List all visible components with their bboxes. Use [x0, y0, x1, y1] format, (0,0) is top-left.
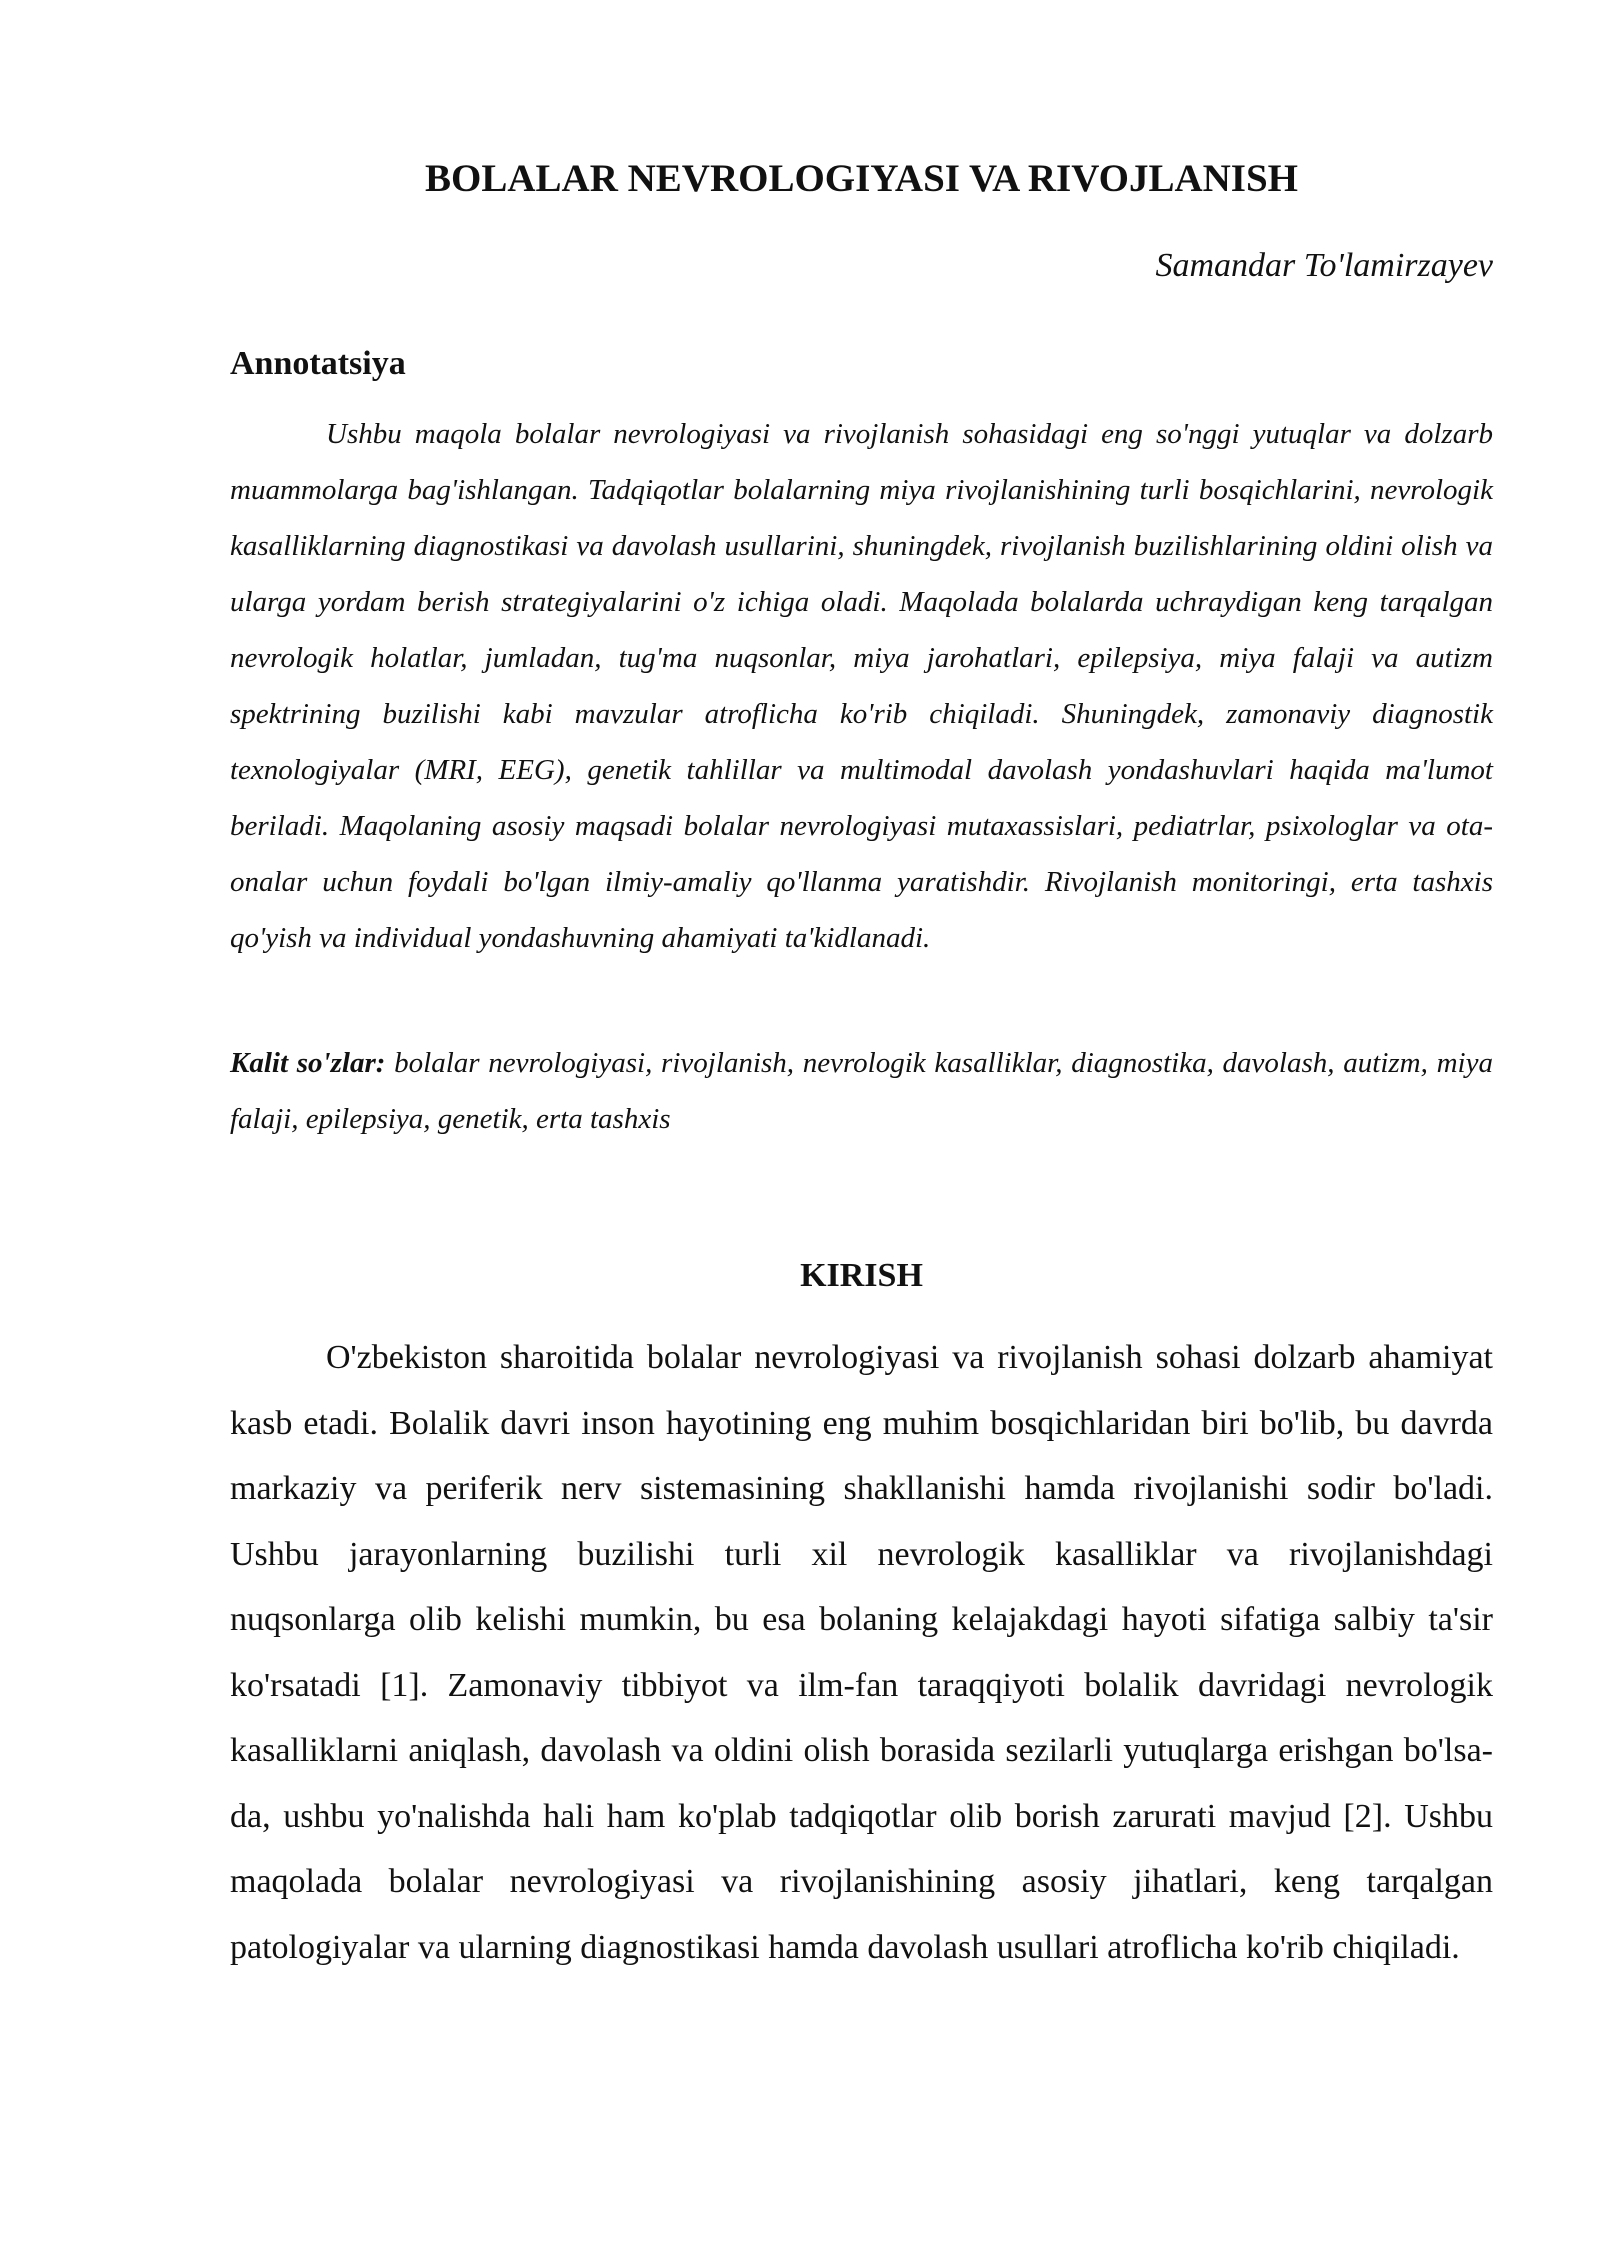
author-name: Samandar To'lamirzayev	[1155, 247, 1493, 284]
annotation-text: Ushbu maqola bolalar nevrologiyasi va rivojlanish sohasidagi eng so'nggi yutuqlar va dolzarb muammolarga bag'ishlangan. Tadqiqotlar bolalarning miya rivojlanishining turli bosqichlarini, nevrologik kasalliklarning diagnostikasi va davolash usullarini, shuningdek, rivojlanish buzilishlarining oldini olish va ularga yordam berish strategiyalarini o'z ichiga oladi. Maqolada bolalarda uchraydigan keng tarqalgan nevrologik holatlar, jumladan, tug'ma nuqsonlar, miya jarohatlari, epilepsiya, miya falaji va autizm spektrining buzilishi kabi mavzular atroflicha ko'rib chiqiladi. Shuningdek, zamonaviy diagnostik texnologiyalar (MRI, EEG), genetik tahlillar va multimodal davolash yondashuvlari haqida ma'lumot beriladi. Maqolaning asosiy maqsadi bolalar nevrologiyasi mutaxassislari, pediatrlar, psixologlar va ota-onalar uchun foydali bo'lgan ilmiy-amaliy qo'llanma yaratishdir. Rivojlanish monitoringi, erta tashxis qo'yish va individual yondashuvning ahamiyati ta'kidlanadi.	[230, 418, 1493, 954]
document-page	[230, 0, 1493, 2262]
document-title: BOLALAR NEVROLOGIYASI VA RIVOJLANISH	[425, 157, 1298, 200]
introduction-text: O'zbekiston sharoitida bolalar nevrologiyasi va rivojlanish sohasi dolzarb ahamiyat kasb etadi. Bolalik davri inson hayotining eng muhim bosqichlaridan biri bo'lib, bu davrda markaziy va periferik nerv sistemasining shakllanishi hamda rivojlanishi sodir bo'ladi. Ushbu jarayonlarning buzilishi turli xil nevrologik kasalliklar va rivojlanishdagi nuqsonlarga olib kelishi mumkin, bu esa bolaning kelajakdagi hayoti sifatiga salbiy ta'sir ko'rsatadi [1]. Zamonaviy tibbiyot va ilm-fan taraqqiyoti bolalik davridagi nevrologik kasalliklarni aniqlash, davolash va oldini olish borasida sezilarli yutuqlarga erishgan bo'lsa-da, ushbu yo'nalishda hali ham ko'plab tadqiqotlar olib borish zarurati mavjud [2]. Ushbu maqolada bolalar nevrologiyasi va rivojlanishining asosiy jihatlari, keng tarqalgan patologiyalar va ularning diagnostikasi hamda davolash usullari atroflicha ko'rib chiqiladi.	[230, 1339, 1493, 1966]
annotation-heading: Annotatsiya	[230, 345, 406, 382]
keywords-paragraph	[230, 1035, 1493, 1147]
keywords-label: Kalit so'zlar:	[230, 1047, 386, 1079]
introduction-heading: KIRISH	[800, 1257, 923, 1294]
keywords-text: bolalar nevrologiyasi, rivojlanish, nevrologik kasalliklar, diagnostika, davolash, autizm, miya falaji, epilepsiya, genetik, erta tashxis	[230, 1047, 1493, 1135]
